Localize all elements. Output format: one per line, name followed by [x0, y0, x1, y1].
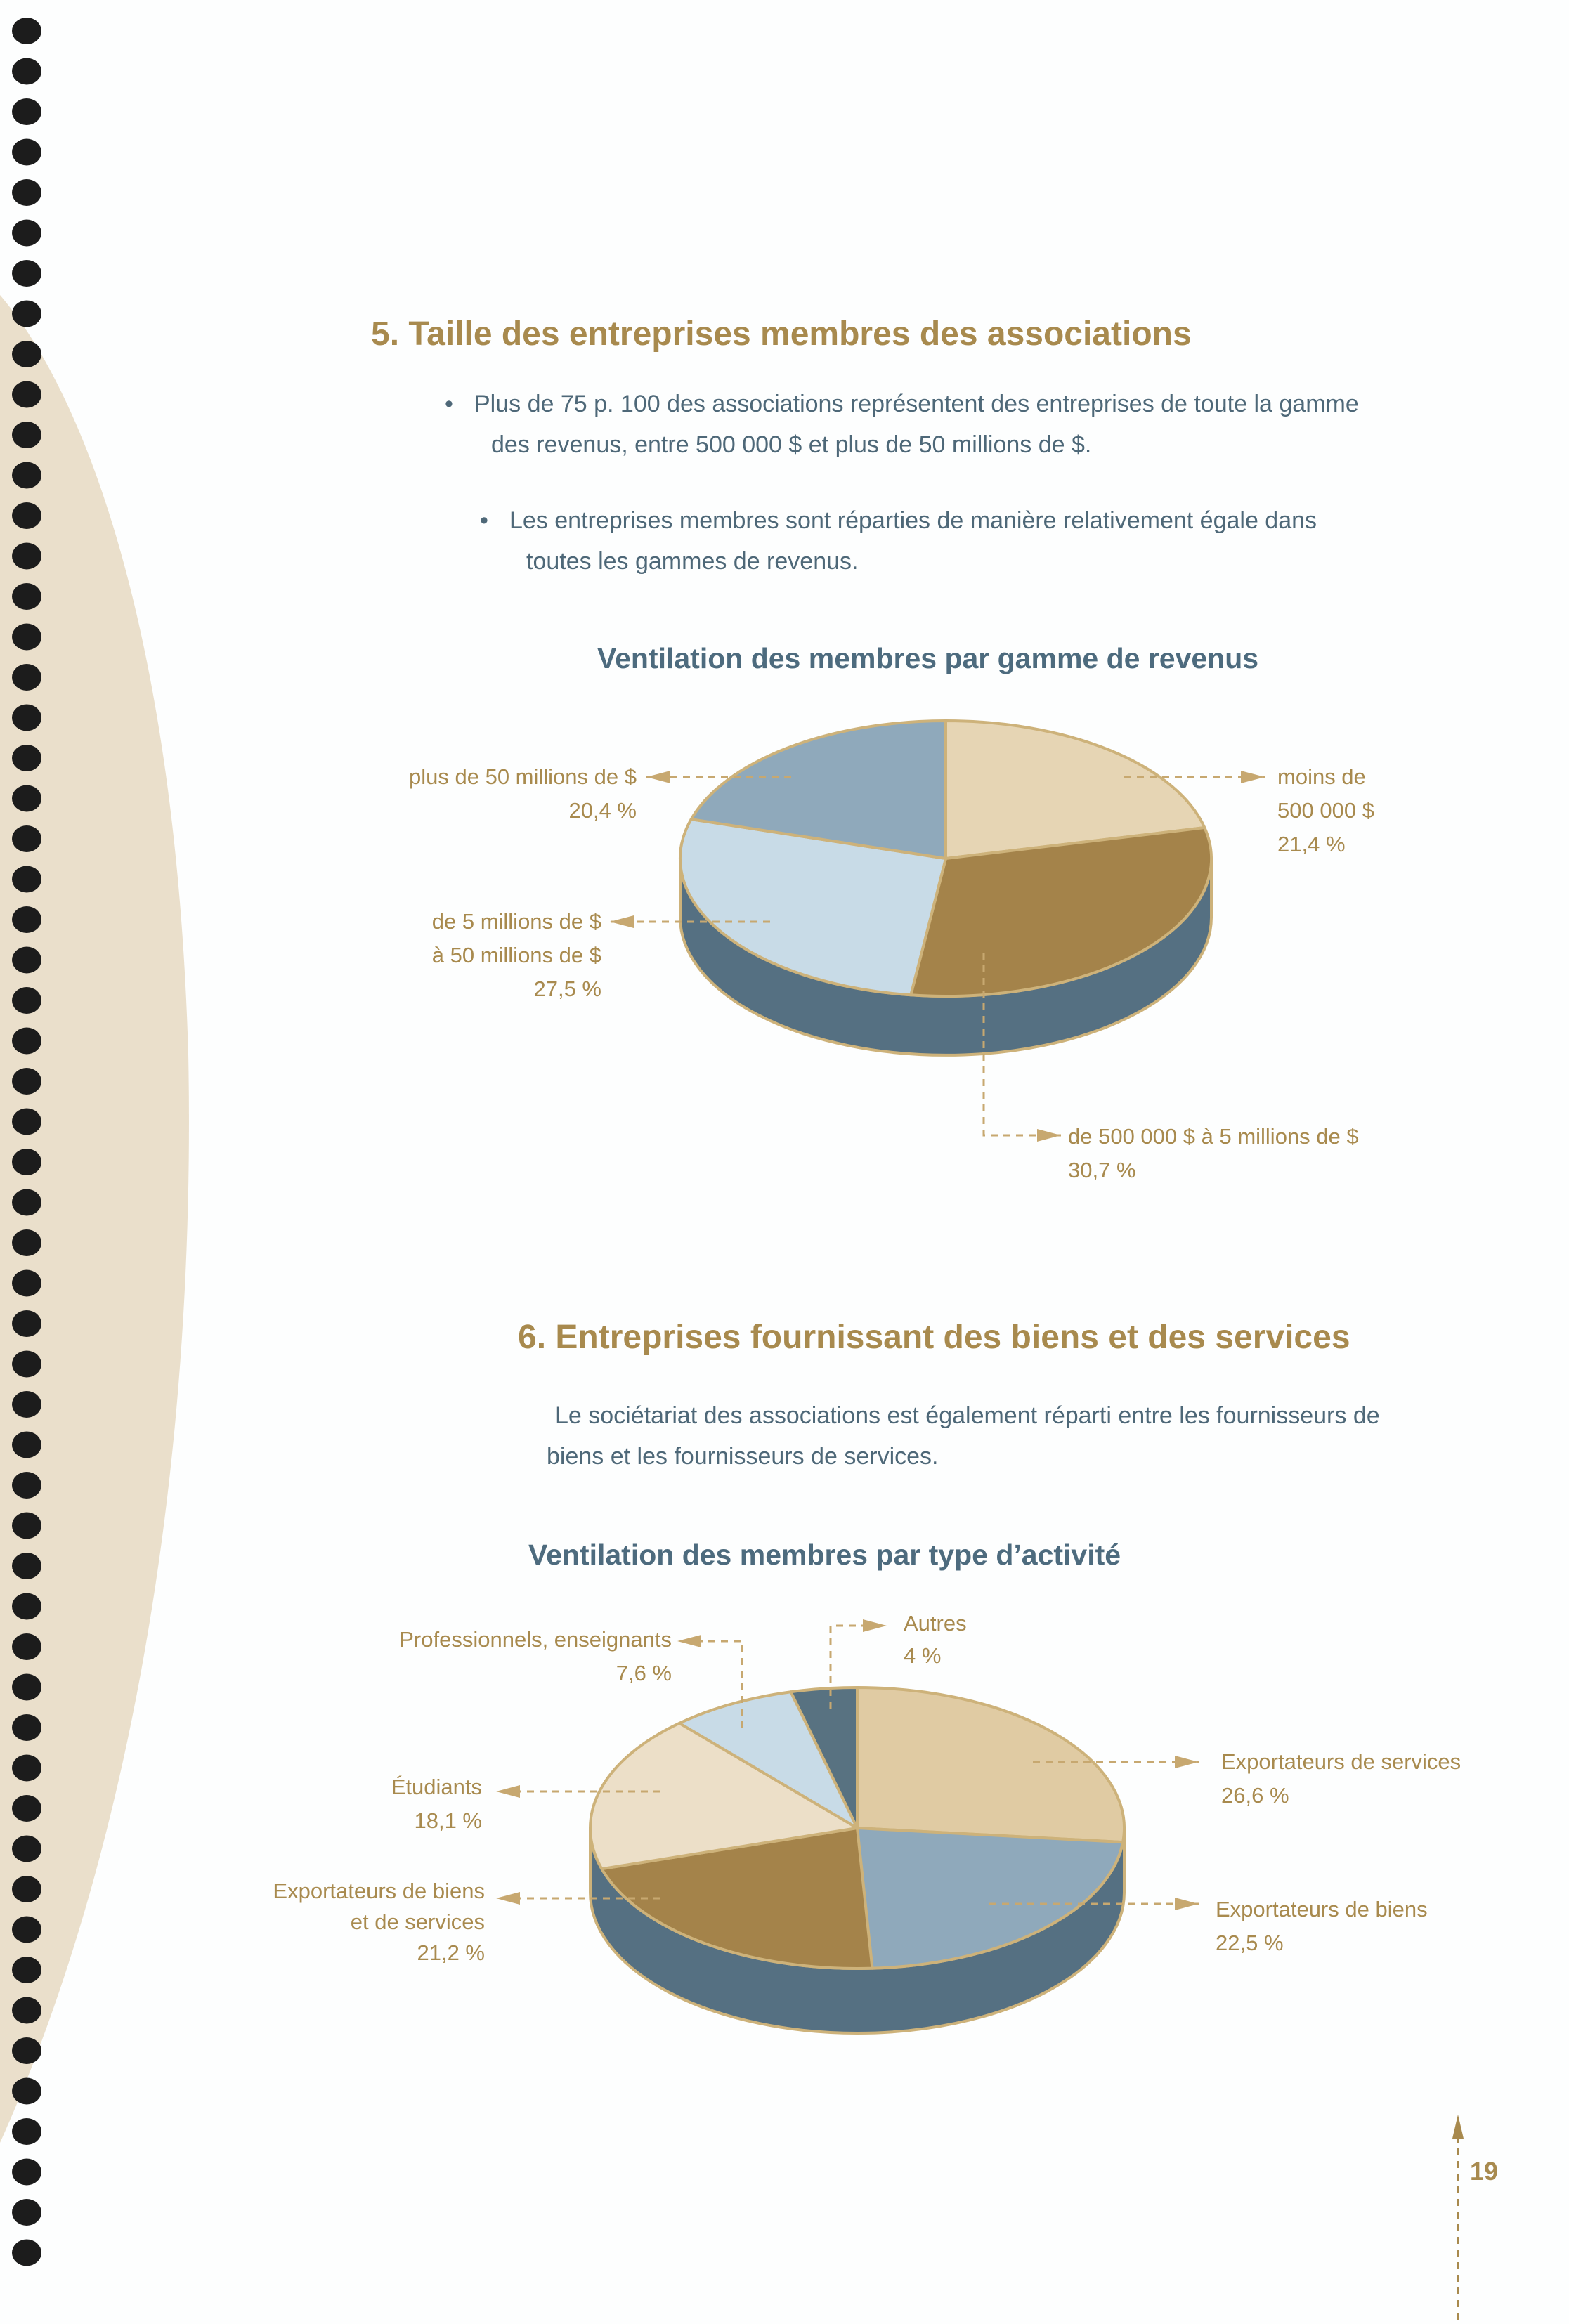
pie2-label-6-line-1: Autres — [904, 1611, 967, 1636]
pie2-value-4: 18,1 % — [414, 1808, 482, 1833]
pie1-label-1-line-2: 500 000 $ — [1277, 798, 1374, 823]
bullet-dot: • — [480, 507, 488, 534]
pie1-label-3-line-1: de 5 millions de $ — [431, 909, 601, 934]
pie2-label-slice-1 — [1221, 1745, 1461, 1813]
page-arrow-icon — [1447, 2115, 1469, 2324]
pie2-slice-1 — [857, 1687, 1124, 1842]
chart-2-title: Ventilation des membres par type d’activité — [528, 1539, 1121, 1571]
bullet-2-line-1: Les entreprises membres sont réparties de manière relativement égale dans — [509, 507, 1317, 534]
pie2-label-2-line-1: Exportateurs de biens — [1216, 1897, 1428, 1921]
bullet-1-line-2: des revenus, entre 500 000 $ et plus de 50 millions de $. — [491, 431, 1092, 458]
chart-1-title: Ventilation des membres par gamme de revenus — [597, 642, 1259, 674]
page-number: 19 — [1470, 2157, 1499, 2186]
pie1-value-4: 20,4 % — [568, 798, 637, 823]
pie1-value-2: 30,7 % — [1068, 1158, 1136, 1182]
pie1-value-1: 21,4 % — [1277, 832, 1346, 856]
pie1-label-2-line-1: de 500 000 $ à 5 millions de $ — [1068, 1124, 1359, 1149]
pie2-label-3-line-2: et de services — [350, 1910, 485, 1934]
pie1-value-3: 27,5 % — [533, 977, 601, 1001]
pie2-label-slice-3 — [273, 1876, 485, 1969]
bullet-1-line-1: Plus de 75 p. 100 des associations représentent des entreprises de toute la gamme — [474, 391, 1359, 417]
pie2-label-slice-4 — [391, 1770, 482, 1838]
pie2-label-1-line-1: Exportateurs de services — [1221, 1749, 1461, 1774]
section-6-para-line-1: Le sociétariat des associations est également réparti entre les fournisseurs de — [555, 1402, 1380, 1429]
section-6-para-line-2: biens et les fournisseurs de services. — [547, 1443, 939, 1470]
pie2-label-slice-2 — [1216, 1893, 1428, 1960]
pie1-label-3-line-2: à 50 millions de $ — [431, 943, 601, 967]
pie2-value-3: 21,2 % — [417, 1940, 485, 1965]
pie2-value-1: 26,6 % — [1221, 1783, 1289, 1808]
pie2-label-5-line-1: Professionnels, enseignants — [399, 1627, 672, 1652]
pie1-label-4-line-1: plus de 50 millions de $ — [409, 764, 637, 789]
pie2-label-slice-6 — [904, 1607, 967, 1672]
pie2-label-3-line-1: Exportateurs de biens — [273, 1879, 485, 1903]
bullet-2-line-2: toutes les gammes de revenus. — [526, 548, 859, 575]
pie1-label-1-line-1: moins de — [1277, 764, 1366, 789]
bullet-dot: • — [445, 391, 453, 417]
section-6-heading: 6. Entreprises fournissant des biens et des services — [518, 1319, 1350, 1356]
pie2-value-2: 22,5 % — [1216, 1931, 1284, 1955]
pie2-label-slice-5 — [399, 1623, 672, 1690]
section-5-heading: 5. Taille des entreprises membres des associations — [371, 315, 1192, 353]
pie2-value-6: 4 % — [904, 1643, 942, 1668]
pie2-label-4-line-1: Étudiants — [391, 1775, 482, 1799]
pie2-value-5: 7,6 % — [616, 1661, 672, 1685]
